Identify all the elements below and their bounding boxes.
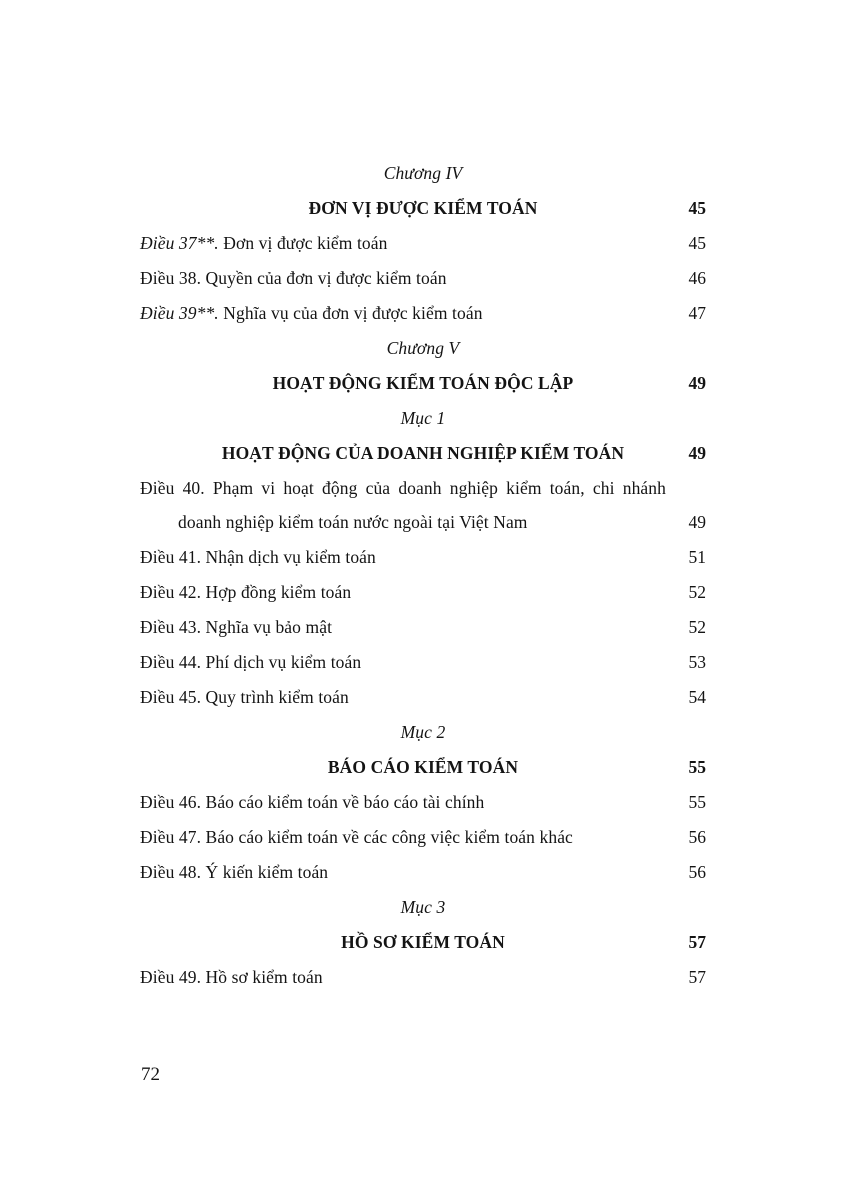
toc-entry-text: Chương IV (383, 163, 463, 183)
toc-entry-article-label: Điều 37**. (140, 233, 219, 253)
toc-entry-text: Điều 38. Quyền của đơn vị được kiểm toán (140, 268, 447, 288)
toc-entry-page-number: 49 (688, 443, 706, 463)
toc-entry-heading (140, 750, 706, 784)
toc-entry-label (140, 715, 706, 749)
toc-entry-text: Điều 49. Hồ sơ kiểm toán (140, 967, 323, 987)
toc-entry-text: HỒ SƠ KIỂM TOÁN (341, 932, 505, 952)
toc-entry-page-number: 45 (688, 233, 706, 253)
toc-entry-page-number: 56 (688, 862, 706, 882)
toc-entry-page-number: 53 (688, 652, 706, 672)
toc-entry-article (140, 855, 706, 889)
toc-entry-label (140, 401, 706, 435)
toc-entry-page-number: 47 (688, 303, 706, 323)
toc-entry-text: Điều 44. Phí dịch vụ kiểm toán (140, 652, 362, 672)
toc-entry-article (140, 540, 706, 574)
toc-entry-page-number: 57 (688, 932, 706, 952)
toc-entry-text: Điều 39**. Nghĩa vụ của đơn vị được kiểm toán (140, 303, 483, 323)
toc-entry-text: Điều 47. Báo cáo kiểm toán về các công việc kiểm toán khác (140, 827, 573, 847)
toc-entry-article (140, 610, 706, 644)
toc-entry-page-number: 49 (688, 373, 706, 393)
toc-entry-label (140, 156, 706, 190)
toc-entry-page-number: 52 (688, 617, 706, 637)
toc-entry-text: HOẠT ĐỘNG CỦA DOANH NGHIỆP KIỂM TOÁN (221, 443, 625, 463)
toc-entry-article (140, 820, 706, 854)
toc-entry-text: Mục 2 (400, 722, 446, 742)
toc-entry-article (140, 261, 706, 295)
toc-entry-page-number: 52 (688, 582, 706, 602)
toc-entry-article (140, 960, 706, 994)
toc-entry-text: Điều 42. Hợp đồng kiểm toán (140, 582, 352, 602)
toc-entry-text: Điều 37**. Đơn vị được kiểm toán (140, 233, 388, 253)
toc-entry-text: Điều 40. Phạm vi hoạt động của doanh nghiệp kiểm toán, chi nhánh doanh nghiệp kiểm toán nước ngoài tại Việt Nam (140, 478, 666, 532)
toc-entry-text: HOẠT ĐỘNG KIỂM TOÁN ĐỘC LẬP (272, 373, 574, 393)
toc-entry-article (140, 785, 706, 819)
toc-entry-article (140, 680, 706, 714)
toc-list (140, 156, 706, 995)
toc-entry-text: Điều 48. Ý kiến kiểm toán (140, 862, 329, 882)
toc-entry-page-number: 54 (688, 687, 706, 707)
toc-entry-article (140, 296, 706, 330)
toc-entry-text: Điều 43. Nghĩa vụ bảo mật (140, 617, 333, 637)
toc-entry-text: Điều 41. Nhận dịch vụ kiểm toán (140, 547, 376, 567)
toc-entry-text: BÁO CÁO KIỂM TOÁN (327, 757, 519, 777)
toc-entry-page-number: 56 (688, 827, 706, 847)
toc-entry-article (140, 226, 706, 260)
toc-entry-page-number: 57 (688, 967, 706, 987)
toc-entry-text: Điều 46. Báo cáo kiểm toán về báo cáo tài chính (140, 792, 485, 812)
toc-entry-article (140, 471, 706, 539)
toc-entry-page-number: 51 (688, 547, 706, 567)
toc-entry-heading (140, 925, 706, 959)
toc-entry-article (140, 645, 706, 679)
toc-entry-article-label: Điều 39**. (140, 303, 219, 323)
toc-entry-heading (140, 366, 706, 400)
toc-entry-page-number: 55 (688, 757, 706, 777)
toc-entry-heading (140, 436, 706, 470)
toc-entry-article (140, 575, 706, 609)
toc-entry-page-number: 49 (688, 512, 706, 532)
toc-entry-page-number: 55 (688, 792, 706, 812)
toc-entry-page-number: 46 (688, 268, 706, 288)
toc-entry-text: Mục 1 (400, 408, 446, 428)
toc-entry-text: Mục 3 (400, 897, 446, 917)
toc-entry-text: ĐƠN VỊ ĐƯỢC KIỂM TOÁN (308, 198, 538, 218)
toc-entry-heading (140, 191, 706, 225)
toc-entry-label (140, 331, 706, 365)
toc-entry-text: Điều 45. Quy trình kiểm toán (140, 687, 349, 707)
footer-page-number: 72 (141, 1064, 160, 1085)
toc-entry-text: Chương V (386, 338, 460, 358)
toc-entry-page-number: 45 (688, 198, 706, 218)
toc-entry-label (140, 890, 706, 924)
